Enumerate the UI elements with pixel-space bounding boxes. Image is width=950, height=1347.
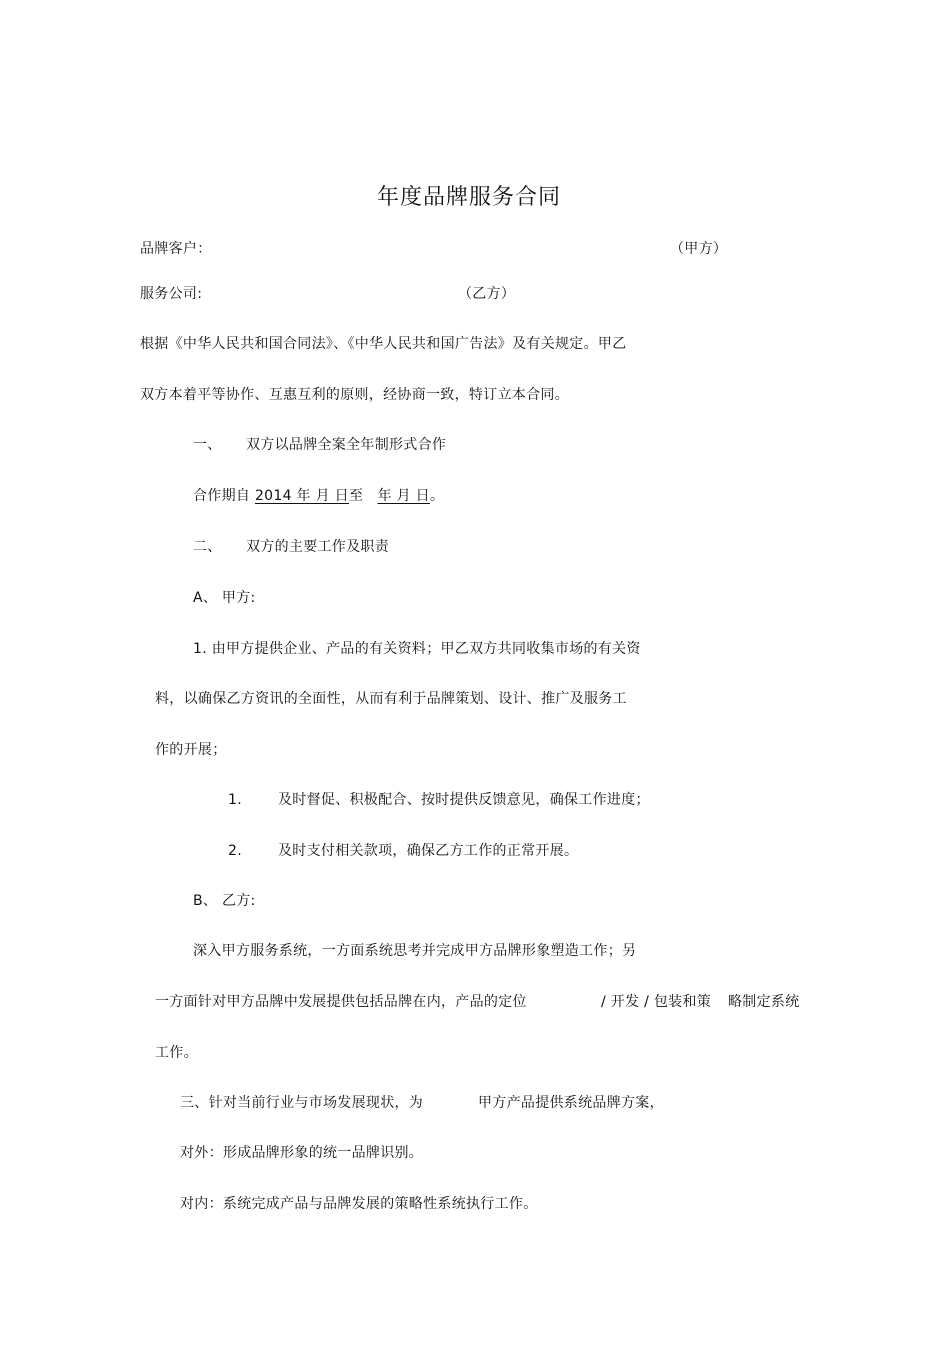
party-a-label: 品牌客户：	[140, 241, 212, 257]
period-suffix: 。	[429, 488, 445, 504]
party-a-item-1-line-2: 料，以确保乙方资讯的全面性，从而有利于品牌策划、设计、推广及服务工	[155, 691, 627, 707]
section-3-external: 对外：形成品牌形象的统一品牌识别。	[180, 1145, 424, 1161]
period-end: 年 月 日	[377, 488, 430, 504]
party-a-sub-1-text: 及时督促、积极配合、按时提供反馈意见，确保工作进度；	[278, 792, 650, 808]
party-a-sub-2-number: 2.	[228, 843, 242, 859]
section-3-line-1a: 三、针对当前行业与市场发展现状，为	[180, 1095, 424, 1111]
party-b-line-3: 工作。	[155, 1045, 198, 1061]
period-start: 2014 年 月 日	[254, 488, 349, 504]
party-a-suffix: （甲方）	[670, 241, 728, 257]
party-b-line-2a: 一方面针对甲方品牌中发展提供包括品牌在内，产品的定位	[155, 994, 527, 1010]
party-a-duties-label: A、 甲方:	[193, 590, 256, 606]
section-1-heading: 双方以品牌全案全年制形式合作	[246, 437, 447, 453]
section-3-line-1b: 甲方产品提供系统品牌方案，	[478, 1095, 664, 1111]
cooperation-period	[193, 486, 444, 506]
party-b-line-2b: / 开发 / 包装和策	[601, 994, 712, 1010]
party-b-suffix: （乙方）	[458, 286, 516, 302]
period-prefix: 合作期自	[193, 488, 251, 504]
period-mid: 至	[348, 488, 364, 504]
preamble-line-1: 根据《中华人民共和国合同法》、《中华人民共和国广告法》及有关规定。甲乙	[140, 336, 627, 352]
party-a-item-1-line-1: 1. 由甲方提供企业、产品的有关资料；甲乙双方共同收集市场的有关资	[193, 641, 641, 657]
party-a-sub-1-number: 1.	[228, 792, 242, 808]
party-b-line-2c: 略制定系统	[728, 994, 800, 1010]
party-b-label: 服务公司:	[140, 286, 203, 302]
preamble-line-2: 双方本着平等协作、互惠互利的原则，经协商一致，特订立本合同。	[140, 387, 569, 403]
section-2-number: 二、	[193, 539, 222, 555]
document-title: 年度品牌服务合同	[376, 185, 561, 210]
section-1-number: 一、	[193, 437, 222, 453]
party-a-item-1-line-3: 作的开展；	[155, 742, 227, 758]
section-3-internal: 对内：系统完成产品与品牌发展的策略性系统执行工作。	[180, 1196, 538, 1212]
section-2-heading: 双方的主要工作及职责	[246, 539, 389, 555]
party-b-line-1: 深入甲方服务系统，一方面系统思考并完成甲方品牌形象塑造工作；另	[193, 943, 637, 959]
party-a-sub-2-text: 及时支付相关款项，确保乙方工作的正常开展。	[278, 843, 579, 859]
party-b-duties-label: B、 乙方:	[193, 893, 256, 909]
